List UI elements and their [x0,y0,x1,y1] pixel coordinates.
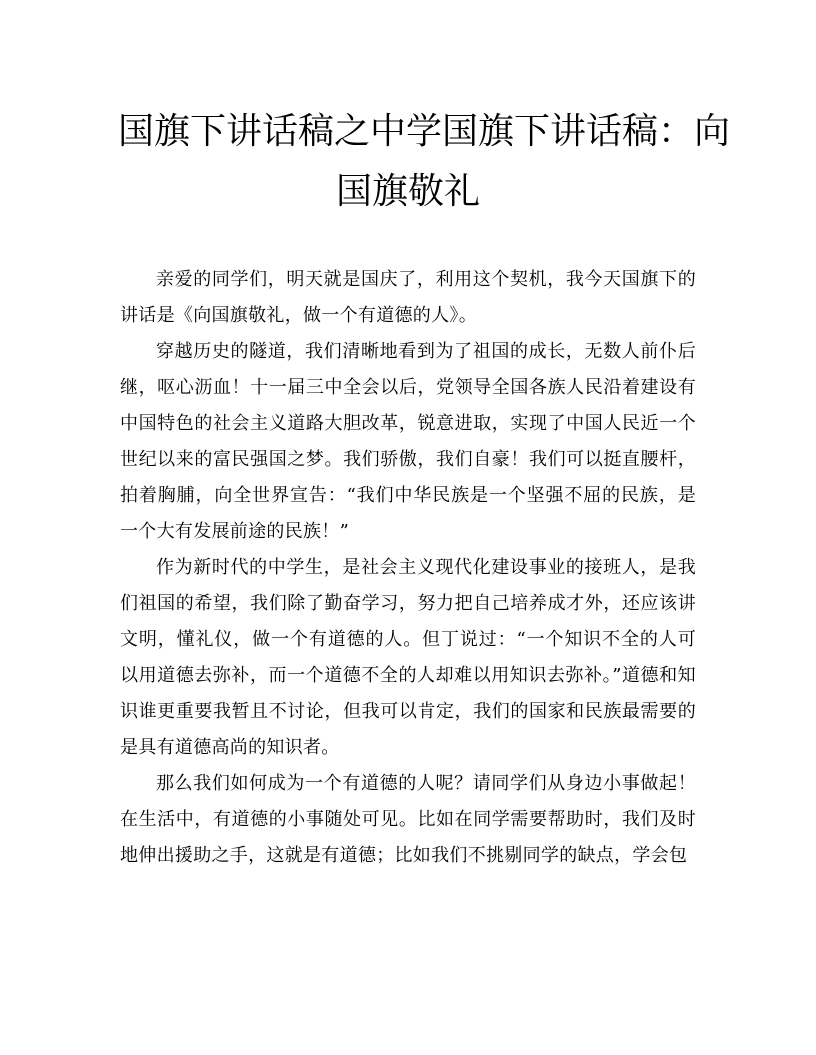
document-title [118,102,731,222]
paragraph: 那么我们如何成为一个有道德的人呢？请同学们从身边小事做起！在生活中，有道德的小事随处可见。比如在同学需要帮助时，我们及时地伸出援助之手，这就是有道德；比如我们不挑剔同学的缺点，学会包 [120,773,696,866]
paragraph: 亲爱的同学们，明天就是国庆了，利用这个契机，我今天国旗下的讲话是《向国旗敬礼，做一个有道德的人》。 [120,269,696,326]
paragraph: 穿越历史的隧道，我们清晰地看到为了祖国的成长，无数人前仆后继，呕心沥血！十一届三中全会以后，党领导全国各族人民沿着建设有中国特色的社会主义道路大胆改革，锐意进取，实现了中国人民近一个世纪以来的富民强国之梦。我们骄傲，我们自豪！我们可以挺直腰杆，拍着胸脯，向全世界宣告：“我们中华民族是一个坚强不屈的民族，是一个大有发展前途的民族！” [120,341,696,542]
title-line-1: 国旗下讲话稿之中学国旗下讲话稿：向 [118,111,731,152]
title-line-2: 国旗敬礼 [335,171,480,212]
paragraph: 作为新时代的中学生，是社会主义现代化建设事业的接班人，是我们祖国的希望，我们除了勤奋学习，努力把自己培养成才外，还应该讲文明，懂礼仪，做一个有道德的人。但丁说过：“一个知识不全的人可以用道德去弥补，而一个道德不全的人却难以用知识去弥补。”道德和知识谁更重要我暂且不讨论，但我可以肯定，我们的国家和民族最需要的是具有道德高尚的知识者。 [120,557,696,758]
document-body [120,262,696,874]
